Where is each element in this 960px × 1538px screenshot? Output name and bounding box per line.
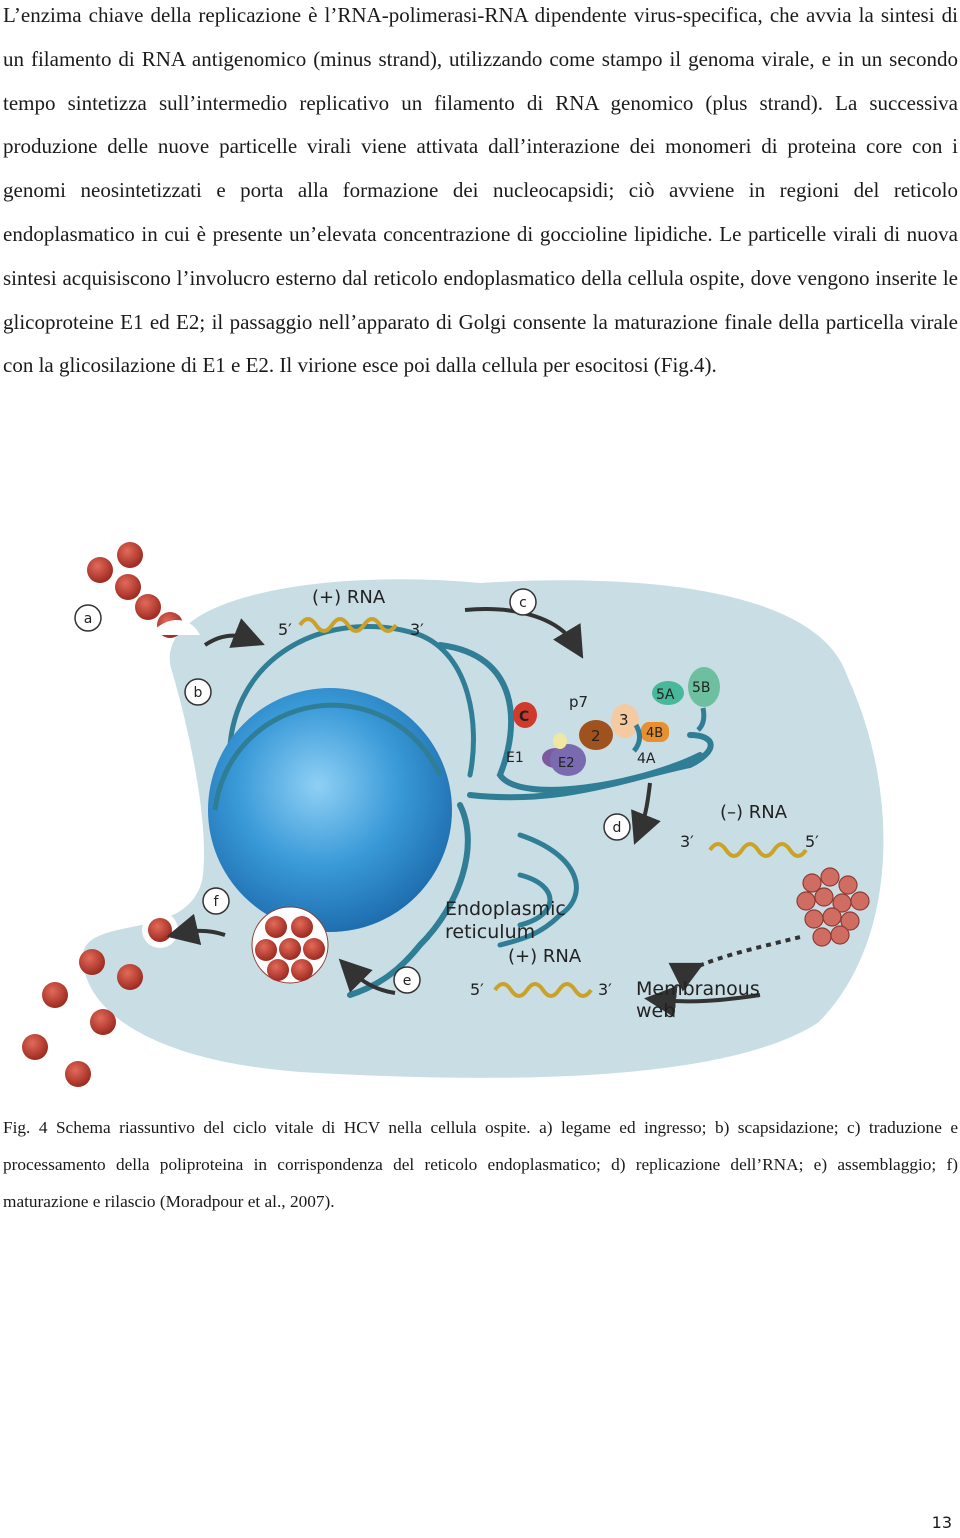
plus-rna-top-5prime: 5′ [278,620,292,639]
plus-rna-bottom-5prime: 5′ [470,980,484,999]
plus-rna-top-3prime: 3′ [410,620,424,639]
step-label-f [203,888,229,914]
er-label-line1: Endoplasmic [445,898,566,920]
protein-4b-label: 4B [646,726,664,741]
step-label-c [510,589,536,615]
hcv-life-cycle-figure [0,525,960,1105]
protein-4a-label: 4A [637,751,656,767]
plus-rna-bottom-3prime: 3′ [598,980,612,999]
minus-rna-5prime: 5′ [805,832,819,851]
plus-rna-top-label: (+) RNA [312,587,386,608]
protein-c-label: C [519,709,530,725]
er-label-line2: reticulum [445,921,536,943]
svg-text:c: c [519,595,527,611]
nucleus [208,688,452,932]
step-label-b [185,679,211,705]
minus-rna-3prime: 3′ [680,832,694,851]
protein-2-label: 2 [591,727,601,745]
svg-text:d: d [612,820,622,836]
minus-rna-label: (–) RNA [720,802,788,823]
protein-5b-label: 5B [692,680,711,696]
step-label-a [75,605,101,631]
web-label-line1: Membranous [636,978,760,1000]
svg-text:b: b [193,685,203,701]
svg-text:e: e [402,973,412,989]
svg-text:a: a [83,611,93,627]
page-number: 13 [931,1513,952,1532]
svg-text:f: f [213,894,219,910]
protein-3-label: 3 [619,711,629,729]
protein-e1-label: E1 [506,750,524,766]
protein-p7-label: p7 [569,693,589,711]
figure-caption: Fig. 4 Schema riassuntivo del ciclo vitale di HCV nella cellula ospite. a) legame ed ingresso; b) scapsidazione; c) traduzione e processamento della poliproteina in corrispondenza del reticolo endoplasmatico; d) replicazione dell’RNA; e) assemblaggio; f) maturazione e rilascio (Moradpour et al., 2007). [3,1118,958,1211]
body-paragraph: L’enzima chiave della replicazione è l’RNA-polimerasi-RNA dipendente virus-specifica, che avvia la sintesi di un filamento di RNA antigenomico (minus strand), utilizzando come stampo il genoma virale, e in un secondo tempo sintetizza sull’intermedio replicativo un filamento di RNA genomico (plus strand). La successiva produzione delle nuove particelle virali viene attivata dall’interazione dei monomeri di proteina core con i genomi neosintetizzati e porta alla formazione dei nucleocapsidi; ciò avviene in regioni del reticolo endoplasmatico in cui è presente un’elevata concentrazione di goccioline lipidiche. Le particelle virali di nuova sintesi acquisiscono l’involucro esterno dal reticolo endoplasmatico della cellula ospite, dove vengono inserite le glicoproteine E1 ed E2; il passaggio nell’apparato di Golgi consente la maturazione finale della particella virale con la glicosilazione di E1 e E2. Il virione esce poi dalla cellula per esocitosi (Fig.4). [3,3,958,378]
protein-e2-label: E2 [558,756,575,771]
step-label-d [604,814,630,840]
cell-body [79,576,886,1081]
step-label-e [394,967,420,993]
assembled-virion-cluster [252,907,328,983]
budding-virion [142,912,178,948]
web-label-line2: web [636,1000,676,1022]
protein-5a-label: 5A [656,687,675,703]
plus-rna-bottom-label: (+) RNA [508,946,582,967]
